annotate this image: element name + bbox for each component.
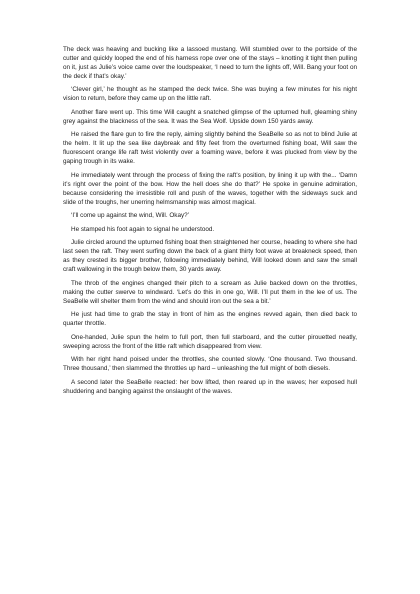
paragraph: He immediately went through the process of fixing the raft’s position, by lining it up with the... ‘Damn it’s right over the point of the bow. How the hell does she do that?’ He spoke in genuine admiration, because considering the irresistible roll and push of the waves, together with the sideways suck and slide of the troughs, her unerring helmsmanship was almost magical. bbox=[63, 171, 357, 206]
paragraph: ‘I’ll come up against the wind, Will. Okay?’ bbox=[71, 212, 190, 220]
paragraph: He just had time to grab the stay in front of him as the engines revved again, then died back to quarter throttle. bbox=[63, 311, 357, 328]
paragraph: Another flare went up. This time Will caught a snatched glimpse of the upturned hull, gleaming shiny grey against the blackness of the sea. It was the Sea Wolf. Upside down 150 yards away. bbox=[63, 108, 357, 125]
paragraph: One-handed, Julie spun the helm to full port, then full starboard, and the cutter pirouetted neatly, sweeping across the front of the little raft which disappeared from view. bbox=[63, 333, 357, 350]
body-text bbox=[63, 46, 357, 401]
paragraph: He stamped his foot again to signal he understood. bbox=[71, 225, 215, 233]
paragraph: With her right hand poised under the throttles, she counted slowly. ‘One thousand. Two thousand. Three thousand,’ then slammed the throttles up hard – unleashing the full might of both diesels. bbox=[63, 356, 357, 373]
paragraph: A second later the SeaBelle reacted: her bow lifted, then reared up in the waves; her exposed hull shuddering and banging against the onslaught of the waves. bbox=[63, 378, 357, 395]
paragraph: Julie circled around the upturned fishing boat then straightened her course, heading to where she had last seen the raft. They went surfing down the back of a giant thirty foot wave at breakneck speed, then as they crested its bigger brother, following immediately behind, Will looked down and saw the small craft wallowing in the trough below them, 30 yards away. bbox=[63, 239, 357, 274]
paragraph: The deck was heaving and bucking like a lassoed mustang. Will stumbled over to the portside of the cutter and quickly looped the end of his harness rope over one of the stays – knotting it tight then pulling on it, just as Julie’s voice came over the loudspeaker, ‘I need to turn the lights off, Will. Bang your foot on the deck if that’s okay.’ bbox=[63, 46, 357, 80]
paragraph: ‘Clever girl,’ he thought as he stamped the deck twice. She was buying a few minutes for his night vision to return, before they came up on the little raft. bbox=[63, 86, 357, 103]
paragraph: He raised the flare gun to fire the reply, aiming slightly behind the SeaBelle so as not to blind Julie at the helm. It lit up the sea like daybreak and fifty feet from the overturned fishing boat, Will saw the fluorescent orange life raft twist violently over a foaming wave, before it was plucked from view by the gaping trough in its wake. bbox=[63, 131, 357, 166]
paragraph: The throb of the engines changed their pitch to a scream as Julie backed down on the throttles, making the cutter swerve to windward. ‘Let’s do this in one go, Will. I’ll put them in the lee of us. The SeaBelle will shelter them from the wind and should iron out the sea a bit.’ bbox=[63, 279, 357, 305]
